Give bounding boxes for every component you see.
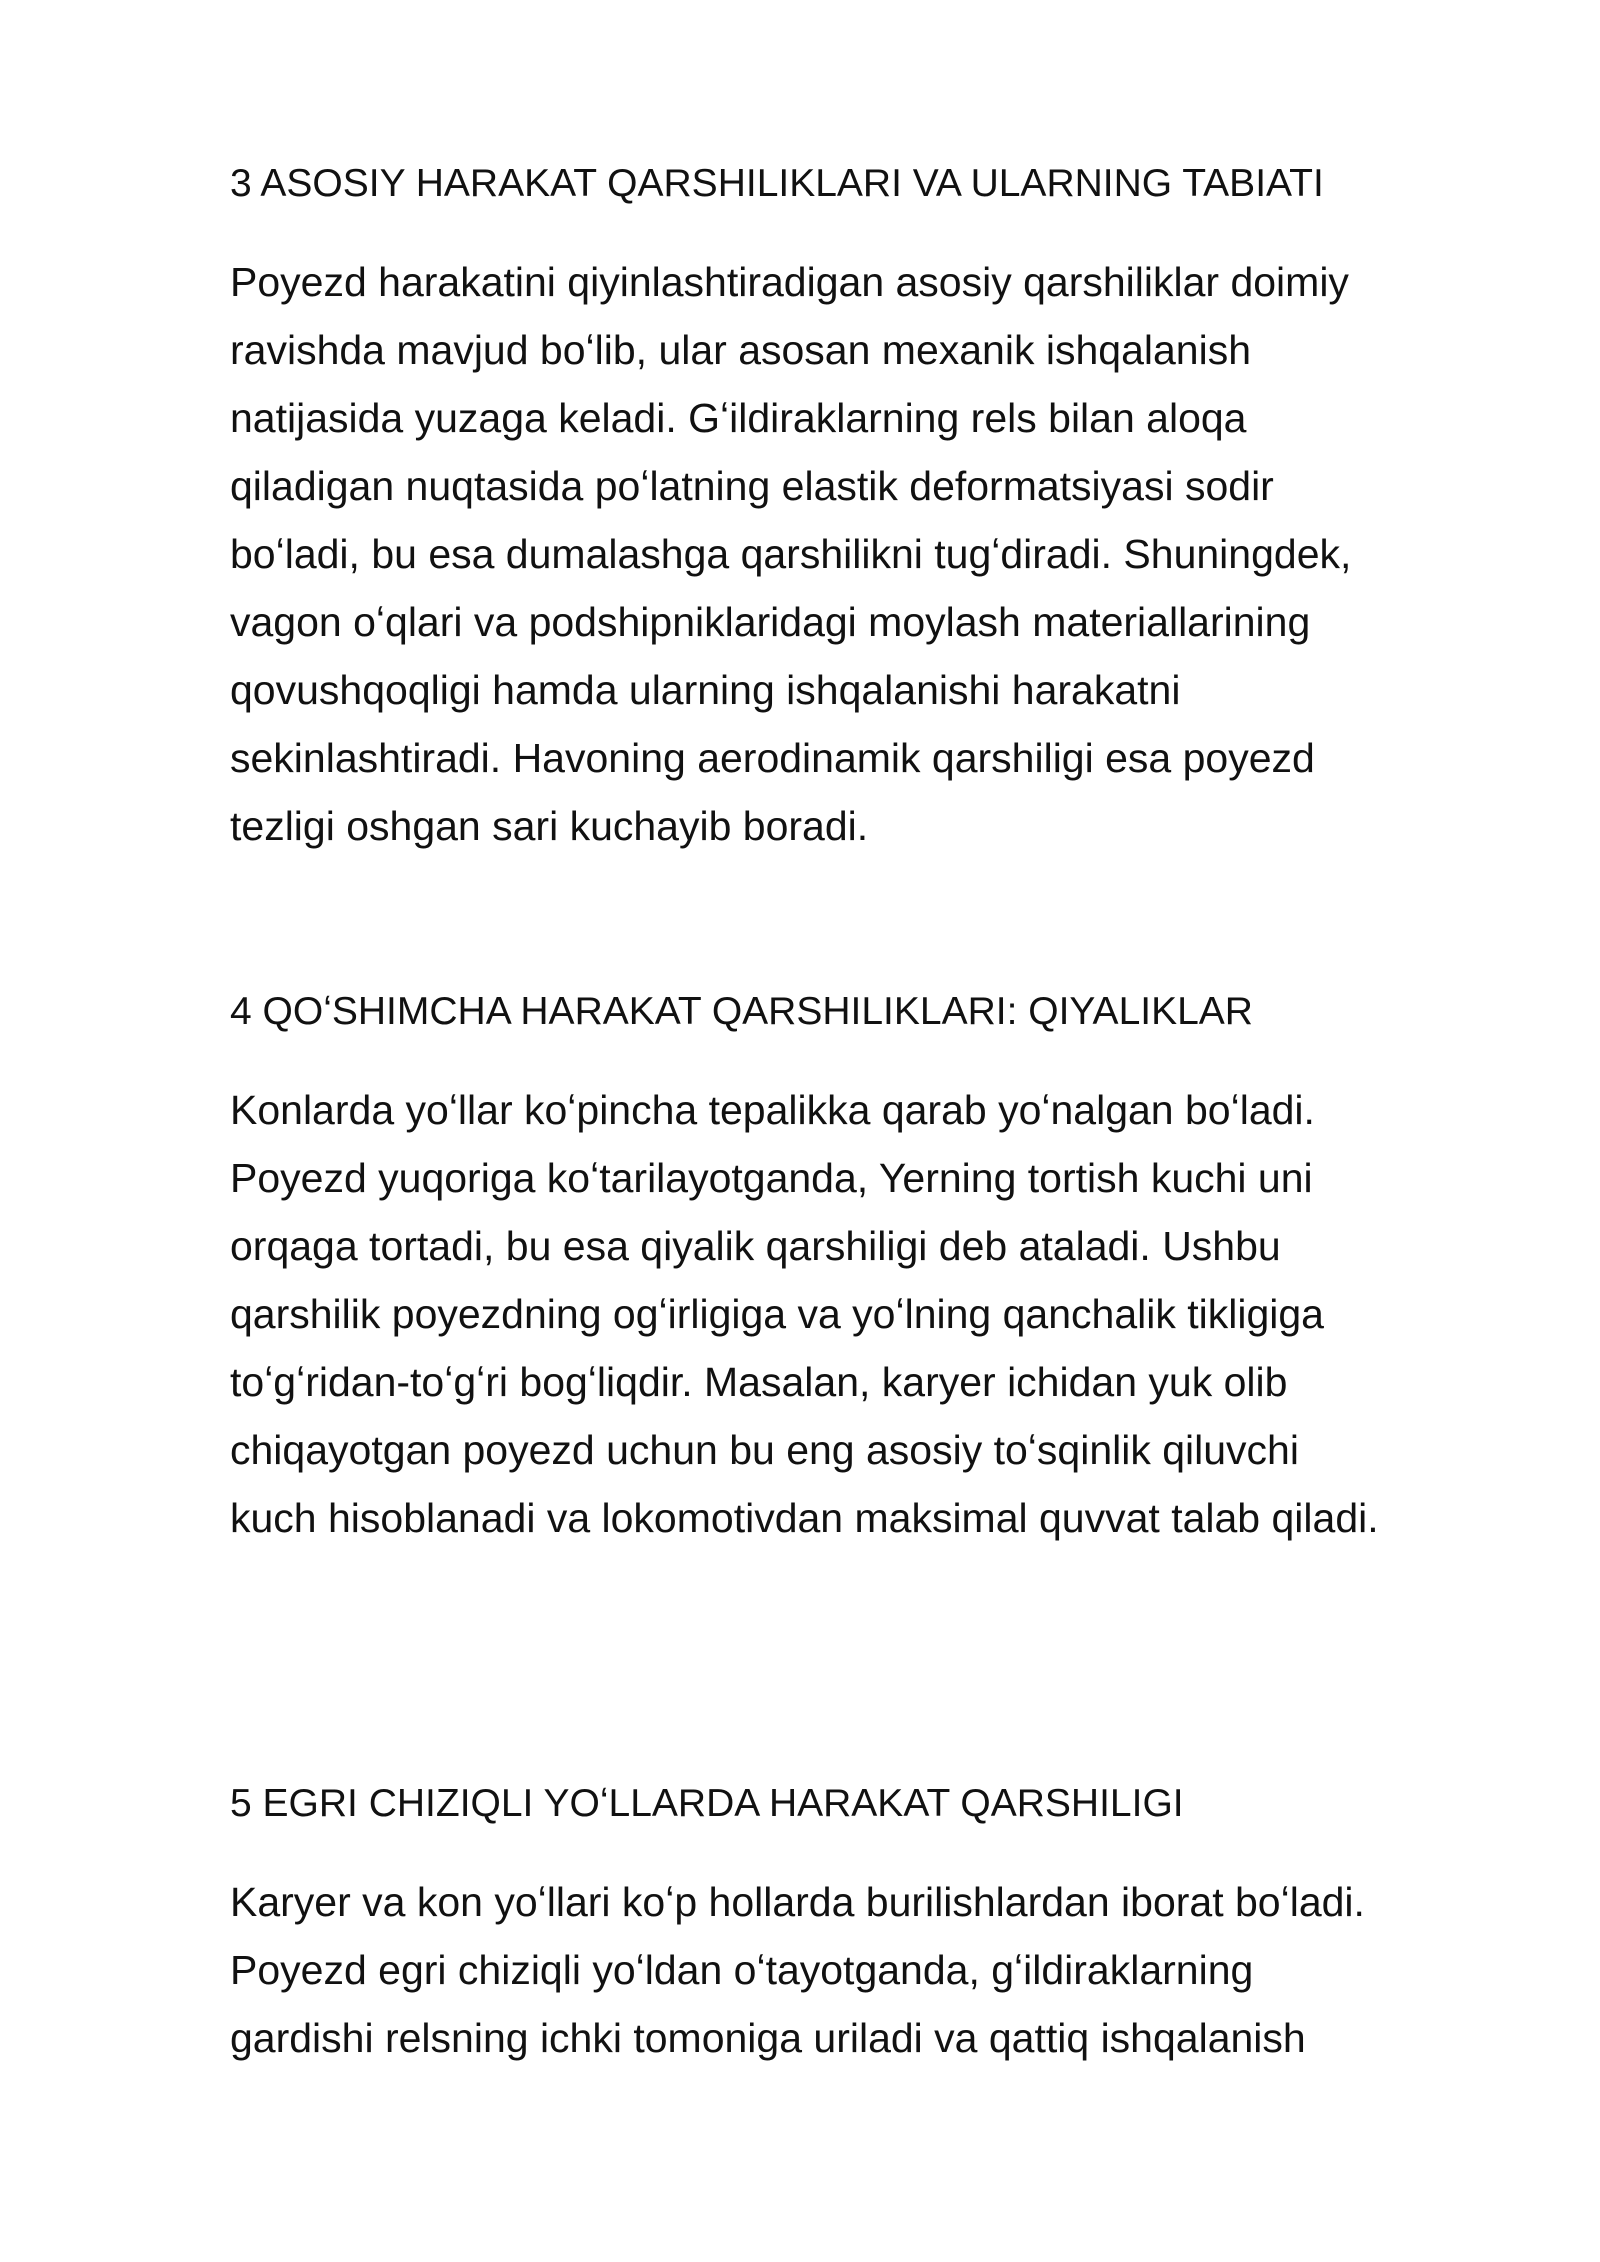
section-heading: 4 QOʻSHIMCHA HARAKAT QARSHILIKLARI: QIYALIKLAR xyxy=(230,990,1253,1033)
text-line: chiqayotgan poyezd uchun bu eng asosiy toʻsqinlik qiluvchi xyxy=(230,1427,1299,1473)
text-line: vagon oʻqlari va podshipniklaridagi moylash materiallarining xyxy=(230,599,1311,645)
section-4 xyxy=(230,988,1530,1552)
text-line: gardishi relsning ichki tomoniga uriladi va qattiq ishqalanish xyxy=(230,2015,1306,2061)
text-line: qiladigan nuqtasida poʻlatning elastik deformatsiyasi sodir xyxy=(230,463,1274,509)
text-line: sekinlashtiradi. Havoning aerodinamik qarshiligi esa poyezd xyxy=(230,735,1315,781)
text-line: Poyezd harakatini qiyinlashtiradigan asosiy qarshiliklar doimiy xyxy=(230,259,1349,305)
text-line: orqaga tortadi, bu esa qiyalik qarshiligi deb ataladi. Ushbu xyxy=(230,1223,1281,1269)
text-line: qovushqoqligi hamda ularning ishqalanishi harakatni xyxy=(230,667,1181,713)
section-paragraph xyxy=(230,248,1530,860)
text-line: Karyer va kon yoʻllari koʻp hollarda burilishlardan iborat boʻladi. xyxy=(230,1879,1365,1925)
text-line: natijasida yuzaga keladi. Gʻildiraklarning rels bilan aloqa xyxy=(230,395,1247,441)
text-line: Poyezd egri chiziqli yoʻldan oʻtayotganda, gʻildiraklarning xyxy=(230,1947,1254,1993)
text-line: qarshilik poyezdning ogʻirligiga va yoʻlning qanchalik tikligiga xyxy=(230,1291,1324,1337)
section-heading: 5 EGRI CHIZIQLI YOʻLLARDA HARAKAT QARSHILIGI xyxy=(230,1782,1184,1825)
text-line: Konlarda yoʻllar koʻpincha tepalikka qarab yoʻnalgan boʻladi. xyxy=(230,1087,1315,1133)
text-line: tezligi oshgan sari kuchayib boradi. xyxy=(230,803,869,849)
text-line: kuch hisoblanadi va lokomotivdan maksimal quvvat talab qiladi. xyxy=(230,1495,1379,1541)
text-line: ravishda mavjud boʻlib, ular asosan mexanik ishqalanish xyxy=(230,327,1251,373)
section-heading: 3 ASOSIY HARAKAT QARSHILIKLARI VA ULARNING TABIATI xyxy=(230,162,1324,205)
section-3 xyxy=(230,160,1530,860)
section-paragraph xyxy=(230,1076,1530,1552)
text-line: Poyezd yuqoriga koʻtarilayotganda, Yerning tortish kuchi uni xyxy=(230,1155,1313,1201)
section-paragraph xyxy=(230,1868,1530,2072)
section-5 xyxy=(230,1780,1530,2072)
text-line: toʻgʻridan-toʻgʻri bogʻliqdir. Masalan, karyer ichidan yuk olib xyxy=(230,1359,1288,1405)
text-line: boʻladi, bu esa dumalashga qarshilikni tugʻdiradi. Shuningdek, xyxy=(230,531,1352,577)
